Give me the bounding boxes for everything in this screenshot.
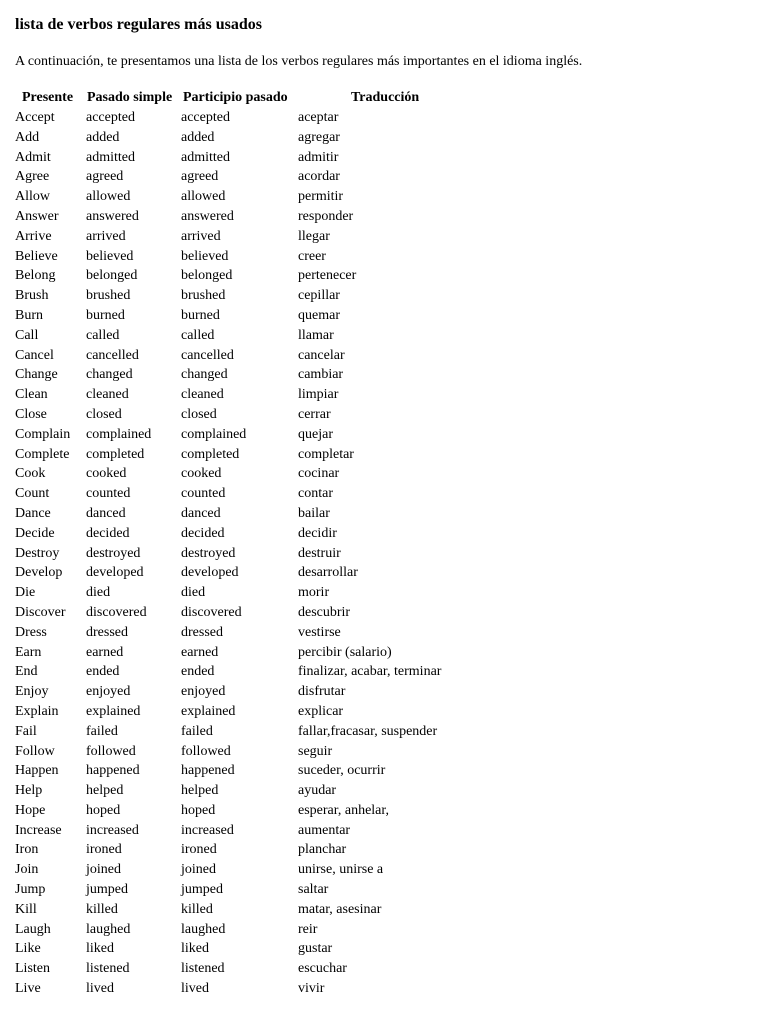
table-row	[0, 623, 768, 643]
verb-participio-pasado: jumped	[181, 882, 223, 898]
verb-presente: Allow	[15, 189, 50, 205]
verb-pasado-simple: danced	[86, 505, 126, 521]
verb-pasado-simple: earned	[86, 644, 124, 660]
verb-participio-pasado: completed	[181, 446, 240, 462]
verb-presente: Join	[15, 862, 39, 878]
verb-participio-pasado: laughed	[181, 921, 226, 937]
verb-presente: Change	[15, 367, 58, 383]
verb-presente: Belong	[15, 268, 56, 284]
verb-presente: Follow	[15, 743, 55, 759]
verb-participio-pasado: increased	[181, 822, 234, 838]
table-row	[0, 979, 768, 999]
verb-presente: Agree	[15, 169, 50, 185]
verb-presente: Enjoy	[15, 684, 49, 700]
verb-participio-pasado: answered	[181, 208, 234, 224]
verb-pasado-simple: jumped	[86, 882, 128, 898]
verb-participio-pasado: enjoyed	[181, 684, 226, 700]
verb-traduccion: planchar	[298, 842, 347, 858]
table-row	[0, 544, 768, 564]
verb-traduccion: cerrar	[298, 406, 331, 422]
table-row	[0, 464, 768, 484]
verb-pasado-simple: happened	[86, 763, 140, 779]
verb-participio-pasado: decided	[181, 525, 225, 541]
verb-participio-pasado: brushed	[181, 288, 226, 304]
table-row	[0, 900, 768, 920]
verb-traduccion: escuchar	[298, 961, 347, 977]
verb-participio-pasado: ironed	[181, 842, 217, 858]
verb-presente: Believe	[15, 248, 58, 264]
verb-traduccion: unirse, unirse a	[298, 862, 384, 878]
verb-presente: Count	[15, 486, 50, 502]
verb-participio-pasado: discovered	[181, 604, 242, 620]
verb-pasado-simple: increased	[86, 822, 139, 838]
table-row	[0, 445, 768, 465]
verb-participio-pasado: helped	[181, 783, 219, 799]
verb-pasado-simple: cooked	[86, 466, 127, 482]
verb-participio-pasado: developed	[181, 565, 239, 581]
verb-participio-pasado: called	[181, 327, 215, 343]
verb-presente: Fail	[15, 723, 37, 739]
verb-participio-pasado: closed	[181, 406, 217, 422]
verb-pasado-simple: cleaned	[86, 387, 129, 403]
verb-traduccion: limpiar	[298, 387, 339, 403]
verb-pasado-simple: died	[86, 585, 111, 601]
verb-participio-pasado: cancelled	[181, 347, 234, 363]
verb-participio-pasado: hoped	[181, 802, 216, 818]
verb-traduccion: explicar	[298, 703, 344, 719]
verb-pasado-simple: belonged	[86, 268, 138, 284]
verb-presente: Add	[15, 129, 40, 145]
verb-traduccion: finalizar, acabar, terminar	[298, 664, 442, 680]
verb-pasado-simple: complained	[86, 426, 152, 442]
verb-presente: Close	[15, 406, 47, 422]
verb-pasado-simple: ironed	[86, 842, 122, 858]
verb-pasado-simple: brushed	[86, 288, 131, 304]
verb-presente: Call	[15, 327, 39, 343]
table-row	[0, 761, 768, 781]
verb-presente: Live	[15, 981, 41, 997]
verb-traduccion: pertenecer	[298, 268, 357, 284]
verb-pasado-simple: closed	[86, 406, 122, 422]
verb-presente: Brush	[15, 288, 49, 304]
table-row	[0, 326, 768, 346]
verb-pasado-simple: hoped	[86, 802, 121, 818]
verb-pasado-simple: listened	[86, 961, 130, 977]
table-row	[0, 524, 768, 544]
table-row	[0, 662, 768, 682]
verb-pasado-simple: killed	[86, 901, 118, 917]
verb-presente: Accept	[15, 110, 55, 125]
verb-pasado-simple: agreed	[86, 169, 124, 185]
verb-table-body	[0, 108, 768, 999]
table-row	[0, 880, 768, 900]
verb-participio-pasado: complained	[181, 426, 247, 442]
verb-traduccion: quemar	[298, 307, 340, 323]
page-title: lista de verbos regulares más usados	[15, 16, 262, 33]
verb-presente: Iron	[15, 842, 39, 858]
verb-participio-pasado: died	[181, 585, 206, 601]
table-row	[0, 167, 768, 187]
verb-participio-pasado: arrived	[181, 228, 221, 244]
verb-participio-pasado: killed	[181, 901, 213, 917]
verb-presente: Kill	[15, 901, 37, 917]
verb-presente: Laugh	[15, 921, 51, 937]
verb-traduccion: morir	[298, 585, 330, 601]
table-row	[0, 722, 768, 742]
verb-participio-pasado: allowed	[181, 189, 226, 205]
verb-participio-pasado: explained	[181, 703, 236, 719]
verb-pasado-simple: liked	[86, 941, 114, 957]
verb-traduccion: cancelar	[298, 347, 345, 363]
verb-participio-pasado: agreed	[181, 169, 219, 185]
verb-presente: Destroy	[15, 545, 60, 561]
verb-traduccion: decidir	[298, 525, 337, 541]
verb-participio-pasado: ended	[181, 664, 215, 680]
table-row	[0, 840, 768, 860]
table-row	[0, 385, 768, 405]
verb-presente: Develop	[15, 565, 63, 581]
verb-participio-pasado: destroyed	[181, 545, 236, 561]
verb-pasado-simple: joined	[86, 862, 121, 878]
table-row	[0, 603, 768, 623]
table-row	[0, 306, 768, 326]
header-traduccion: Traducción	[351, 90, 420, 105]
verb-presente: Cancel	[15, 347, 54, 363]
verb-pasado-simple: accepted	[86, 110, 135, 125]
verb-traduccion: aceptar	[298, 110, 339, 125]
table-row	[0, 227, 768, 247]
verb-traduccion: fallar,fracasar, suspender	[298, 723, 438, 739]
table-row	[0, 346, 768, 366]
verb-traduccion: completar	[298, 446, 354, 462]
verb-pasado-simple: explained	[86, 703, 141, 719]
table-row	[0, 286, 768, 306]
verb-traduccion: suceder, ocurrir	[298, 763, 386, 779]
table-row	[0, 128, 768, 148]
verb-pasado-simple: burned	[86, 307, 125, 323]
table-row	[0, 365, 768, 385]
verb-participio-pasado: failed	[181, 723, 213, 739]
verb-participio-pasado: accepted	[181, 110, 230, 125]
verb-traduccion: cepillar	[298, 288, 340, 304]
verb-pasado-simple: changed	[86, 367, 133, 383]
verb-presente: Explain	[15, 703, 59, 719]
verb-traduccion: destruir	[298, 545, 341, 561]
header-presente: Presente	[22, 90, 74, 105]
table-row	[0, 920, 768, 940]
verb-presente: Jump	[15, 882, 46, 898]
verb-pasado-simple: lived	[86, 981, 114, 997]
verb-presente: Complete	[15, 446, 70, 462]
verb-traduccion: percibir (salario)	[298, 644, 392, 660]
verb-traduccion: cambiar	[298, 367, 344, 383]
verb-presente: Clean	[15, 387, 48, 403]
table-row	[0, 860, 768, 880]
verb-participio-pasado: lived	[181, 981, 209, 997]
verb-presente: Discover	[15, 604, 66, 620]
verb-traduccion: vestirse	[298, 624, 341, 640]
table-row	[0, 148, 768, 168]
header-participio-pasado: Participio pasado	[183, 90, 288, 105]
table-row	[0, 939, 768, 959]
verb-participio-pasado: admitted	[181, 149, 230, 165]
verb-pasado-simple: ended	[86, 664, 120, 680]
verb-presente: Help	[15, 783, 43, 799]
verb-participio-pasado: counted	[181, 486, 226, 502]
verb-presente: Like	[15, 941, 41, 957]
verb-participio-pasado: belonged	[181, 268, 233, 284]
verb-traduccion: contar	[298, 486, 333, 502]
table-row	[0, 563, 768, 583]
table-row	[0, 484, 768, 504]
verb-presente: Die	[15, 585, 36, 601]
verb-participio-pasado: danced	[181, 505, 221, 521]
verb-traduccion: admitir	[298, 149, 339, 165]
table-row	[0, 266, 768, 286]
verb-traduccion: aumentar	[298, 822, 351, 838]
verb-presente: Dance	[15, 505, 51, 521]
verb-presente: Happen	[15, 763, 59, 779]
table-row	[0, 643, 768, 663]
verb-traduccion: permitir	[298, 189, 344, 205]
verb-traduccion: gustar	[298, 941, 333, 957]
verb-participio-pasado: followed	[181, 743, 231, 759]
verb-participio-pasado: added	[181, 129, 215, 145]
verb-presente: Decide	[15, 525, 55, 541]
table-row	[0, 742, 768, 762]
verb-traduccion: creer	[298, 248, 326, 264]
verb-presente: Increase	[15, 822, 62, 838]
table-row	[0, 207, 768, 227]
table-row	[0, 247, 768, 267]
verb-presente: Listen	[15, 961, 50, 977]
intro-paragraph: A continuación, te presentamos una lista de los verbos regulares más importantes en el idioma inglés.	[15, 54, 583, 69]
verb-pasado-simple: completed	[86, 446, 145, 462]
verb-pasado-simple: admitted	[86, 149, 135, 165]
verb-pasado-simple: answered	[86, 208, 139, 224]
verb-participio-pasado: burned	[181, 307, 220, 323]
verb-traduccion: vivir	[298, 981, 325, 997]
verb-pasado-simple: developed	[86, 565, 144, 581]
verb-traduccion: disfrutar	[298, 684, 346, 700]
table-row	[0, 425, 768, 445]
verb-traduccion: seguir	[298, 743, 333, 759]
verb-presente: Hope	[15, 802, 46, 818]
verb-traduccion: matar, asesinar	[298, 901, 382, 917]
table-row	[0, 821, 768, 841]
verb-presente: Arrive	[15, 228, 52, 244]
verb-presente: Complain	[15, 426, 71, 442]
table-row	[0, 702, 768, 722]
verb-presente: Earn	[15, 644, 42, 660]
table-row	[0, 959, 768, 979]
table-row	[0, 187, 768, 207]
verb-traduccion: esperar, anhelar,	[298, 802, 389, 818]
verb-participio-pasado: cooked	[181, 466, 222, 482]
verb-participio-pasado: listened	[181, 961, 225, 977]
verb-pasado-simple: failed	[86, 723, 118, 739]
verb-traduccion: responder	[298, 208, 354, 224]
verb-participio-pasado: believed	[181, 248, 229, 264]
verb-traduccion: descubrir	[298, 604, 351, 620]
verb-pasado-simple: discovered	[86, 604, 147, 620]
table-row	[0, 801, 768, 821]
verb-pasado-simple: arrived	[86, 228, 126, 244]
verb-traduccion: agregar	[298, 129, 340, 145]
verb-presente: Answer	[15, 208, 59, 224]
verb-traduccion: llamar	[298, 327, 334, 343]
verb-traduccion: desarrollar	[298, 565, 358, 581]
verb-participio-pasado: cleaned	[181, 387, 224, 403]
verb-presente: End	[15, 664, 38, 680]
verb-traduccion: ayudar	[298, 783, 337, 799]
verb-traduccion: saltar	[298, 882, 329, 898]
header-pasado-simple: Pasado simple	[87, 90, 173, 105]
table-row	[0, 682, 768, 702]
verb-traduccion: acordar	[298, 169, 340, 185]
table-row	[0, 583, 768, 603]
verb-participio-pasado: earned	[181, 644, 219, 660]
verb-pasado-simple: helped	[86, 783, 124, 799]
verb-pasado-simple: counted	[86, 486, 131, 502]
verb-pasado-simple: allowed	[86, 189, 131, 205]
verb-presente: Cook	[15, 466, 46, 482]
verb-pasado-simple: cancelled	[86, 347, 139, 363]
verb-pasado-simple: decided	[86, 525, 130, 541]
verb-pasado-simple: laughed	[86, 921, 131, 937]
verb-participio-pasado: joined	[181, 862, 216, 878]
table-row	[0, 504, 768, 524]
verb-pasado-simple: destroyed	[86, 545, 141, 561]
verb-traduccion: reir	[298, 921, 318, 937]
verb-traduccion: cocinar	[298, 466, 340, 482]
verb-participio-pasado: happened	[181, 763, 235, 779]
table-row	[0, 405, 768, 425]
verb-presente: Admit	[15, 149, 51, 165]
verb-traduccion: llegar	[298, 228, 330, 244]
verb-presente: Dress	[15, 624, 47, 640]
table-row	[0, 108, 768, 128]
verb-traduccion: quejar	[298, 426, 333, 442]
verb-pasado-simple: believed	[86, 248, 134, 264]
verb-traduccion: bailar	[298, 505, 330, 521]
verb-pasado-simple: followed	[86, 743, 136, 759]
table-row	[0, 781, 768, 801]
verb-pasado-simple: called	[86, 327, 120, 343]
verb-pasado-simple: enjoyed	[86, 684, 131, 700]
verb-presente: Burn	[15, 307, 43, 323]
verb-participio-pasado: liked	[181, 941, 209, 957]
verb-pasado-simple: added	[86, 129, 120, 145]
verb-participio-pasado: dressed	[181, 624, 223, 640]
verb-pasado-simple: dressed	[86, 624, 128, 640]
verb-participio-pasado: changed	[181, 367, 228, 383]
